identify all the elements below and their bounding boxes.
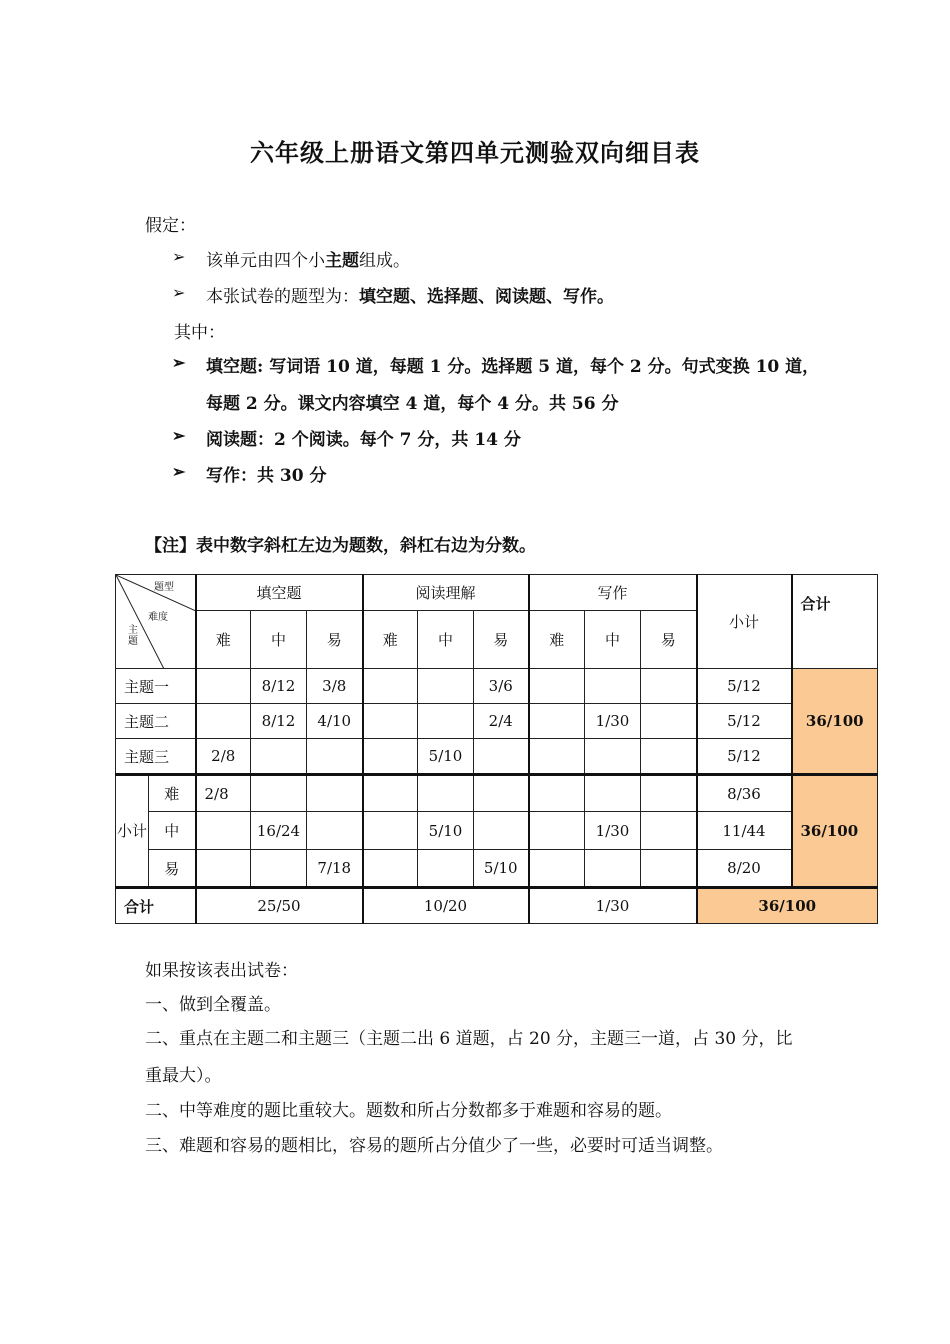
- bullet-arrow-icon: ➢: [172, 462, 186, 481]
- topic-total-cell: 36/100: [792, 669, 878, 775]
- table-row: [116, 739, 878, 775]
- table-cell: 5/10: [418, 739, 474, 775]
- table-cell: 2/8: [196, 739, 251, 775]
- table-cell: [641, 812, 697, 850]
- level-hard: 难: [363, 611, 418, 669]
- level-easy: 易: [641, 611, 697, 669]
- table-cell: [251, 775, 307, 812]
- table-cell: [196, 850, 251, 888]
- topic-name: 主题三: [116, 739, 196, 775]
- bullet-topics: [206, 246, 410, 271]
- level-medium: 中: [585, 611, 641, 669]
- total-writing: 1/30: [529, 888, 697, 924]
- header-fill-blank: 填空题: [196, 575, 363, 611]
- closing-line: 重最大）。: [145, 1066, 222, 1086]
- table-cell: [641, 775, 697, 812]
- table-cell: 8/12: [251, 704, 307, 739]
- closing-line: 二、中等难度的题比重较大。题数和所占分数都多于难题和容易的题。: [145, 1101, 672, 1121]
- row-subtotal: 11/44: [697, 812, 792, 850]
- assumption-label: 假定：: [145, 216, 196, 236]
- bullet-writing: 写作：共 30 分: [206, 466, 327, 486]
- bullet-text: 本张试卷的题型为：: [206, 287, 359, 307]
- table-row: [116, 812, 878, 850]
- table-cell: [474, 812, 529, 850]
- table-cell: [641, 704, 697, 739]
- table-cell: [418, 850, 474, 888]
- bullet-tail: 组成。: [359, 251, 410, 271]
- table-cell: [363, 850, 418, 888]
- level-name: 难: [149, 775, 196, 812]
- header-writing: 写作: [529, 575, 697, 611]
- level-medium: 中: [418, 611, 474, 669]
- total-fill-blank: 25/50: [196, 888, 363, 924]
- table-cell: [307, 739, 363, 775]
- table-cell: [196, 812, 251, 850]
- table-cell: [474, 775, 529, 812]
- corner-type-label: 题型: [154, 582, 174, 593]
- among-label: 其中：: [174, 323, 225, 343]
- level-hard: 难: [196, 611, 251, 669]
- corner-topic-label: 主题: [128, 625, 138, 647]
- closing-line: 一、做到全覆盖。: [145, 995, 281, 1015]
- table-cell: 5/10: [418, 812, 474, 850]
- closing-line: 三、难题和容易的题相比，容易的题所占分值少了一些，必要时可适当调整。: [145, 1136, 723, 1156]
- table-cell: 1/30: [585, 812, 641, 850]
- bullet-arrow-icon: ➢: [172, 283, 186, 302]
- table-cell: [529, 739, 585, 775]
- table-row: [116, 704, 878, 739]
- bullet-fill-blank-cont: 每题 2 分。课文内容填空 4 道，每个 4 分。共 56 分: [206, 394, 619, 414]
- closing-intro: 如果按该表出试卷：: [145, 961, 298, 981]
- level-name: 易: [149, 850, 196, 888]
- table-cell: [251, 739, 307, 775]
- table-cell: 7/18: [307, 850, 363, 888]
- table-cell: [363, 775, 418, 812]
- total-reading: 10/20: [363, 888, 529, 924]
- header-subtotal: 小计: [697, 575, 792, 669]
- table-cell: [363, 704, 418, 739]
- table-row: [116, 669, 878, 704]
- closing-line: 二、重点在主题二和主题三（主题二出 6 道题，占 20 分，主题三一道，占 30 分，比: [145, 1029, 793, 1049]
- table-cell: [529, 704, 585, 739]
- topic-name: 主题二: [116, 704, 196, 739]
- bullet-question-types: [206, 282, 614, 307]
- row-subtotal: 5/12: [697, 739, 792, 775]
- table-cell: [585, 775, 641, 812]
- level-hard: 难: [529, 611, 585, 669]
- row-subtotal: 8/36: [697, 775, 792, 812]
- table-cell: [641, 739, 697, 775]
- table-cell: [418, 669, 474, 704]
- table-cell: 5/10: [474, 850, 529, 888]
- table-cell: [529, 669, 585, 704]
- table-cell: 1/30: [585, 704, 641, 739]
- table-cell: [418, 775, 474, 812]
- table-cell: [641, 669, 697, 704]
- table-note: 【注】表中数字斜杠左边为题数，斜杠右边为分数。: [145, 536, 536, 556]
- table-cell: 3/6: [474, 669, 529, 704]
- specification-table: [115, 574, 878, 924]
- bullet-bold: 主题: [325, 251, 359, 271]
- table-cell: [529, 812, 585, 850]
- row-subtotal: 5/12: [697, 704, 792, 739]
- table-cell: [363, 739, 418, 775]
- bullet-text: 该单元由四个小: [206, 251, 325, 271]
- table-cell: 2/8: [196, 775, 251, 812]
- table-cell: 3/8: [307, 669, 363, 704]
- table-cell: [307, 775, 363, 812]
- table-cell: 8/12: [251, 669, 307, 704]
- header-total: 合计: [792, 575, 878, 669]
- bullet-arrow-icon: ➢: [172, 353, 186, 372]
- table-cell: [418, 704, 474, 739]
- level-easy: 易: [307, 611, 363, 669]
- table-cell: [529, 850, 585, 888]
- bullet-fill-blank: 填空题: 写词语 10 道，每题 1 分。选择题 5 道，每个 2 分。句式变换 10 道，: [206, 357, 820, 377]
- table-cell: [585, 739, 641, 775]
- table-cell: [529, 775, 585, 812]
- header-reading: 阅读理解: [363, 575, 529, 611]
- table-cell: [196, 704, 251, 739]
- topic-name: 主题一: [116, 669, 196, 704]
- level-medium: 中: [251, 611, 307, 669]
- level-easy: 易: [474, 611, 529, 669]
- table-cell: [251, 850, 307, 888]
- corner-difficulty-label: 难度: [148, 612, 168, 623]
- table-cell: [363, 812, 418, 850]
- table-cell: [474, 739, 529, 775]
- row-subtotal: 8/20: [697, 850, 792, 888]
- corner-header-cell: [116, 575, 196, 669]
- table-row: [116, 775, 878, 812]
- grand-total: 36/100: [697, 888, 878, 924]
- bullet-bold: 填空题、选择题、阅读题、写作。: [359, 287, 614, 307]
- page-title: 六年级上册语文第四单元测验双向细目表: [250, 139, 700, 167]
- level-name: 中: [149, 812, 196, 850]
- table-cell: [585, 669, 641, 704]
- bullet-arrow-icon: ➢: [172, 426, 186, 445]
- total-row-label: 合计: [116, 888, 196, 924]
- bullet-arrow-icon: ➢: [172, 247, 186, 266]
- level-subtotal-label: 小计: [116, 775, 149, 888]
- table-cell: 16/24: [251, 812, 307, 850]
- row-subtotal: 5/12: [697, 669, 792, 704]
- table-cell: [585, 850, 641, 888]
- bullet-reading: 阅读题：2 个阅读。每个 7 分，共 14 分: [206, 430, 521, 450]
- table-cell: [307, 812, 363, 850]
- table-cell: [196, 669, 251, 704]
- table-row: [116, 850, 878, 888]
- table-cell: [641, 850, 697, 888]
- table-row: [116, 888, 878, 924]
- level-total-cell: 36/100: [792, 775, 878, 888]
- table-cell: 2/4: [474, 704, 529, 739]
- table-cell: [363, 669, 418, 704]
- table-cell: 4/10: [307, 704, 363, 739]
